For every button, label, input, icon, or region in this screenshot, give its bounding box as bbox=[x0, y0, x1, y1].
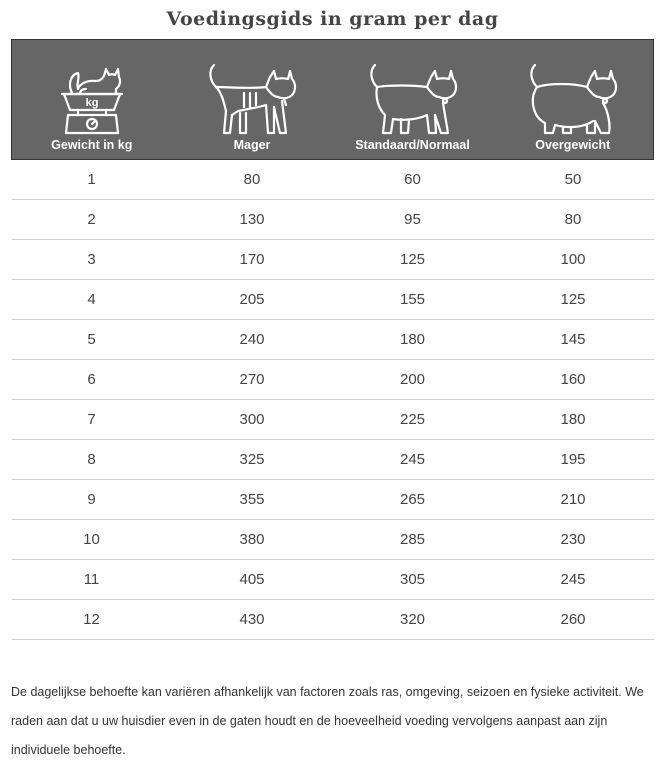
cell-lean: 240 bbox=[172, 320, 333, 360]
cell-normal: 265 bbox=[333, 480, 493, 520]
cell-normal: 285 bbox=[333, 520, 493, 560]
normal-cat-icon bbox=[365, 63, 461, 137]
cell-overweight: 100 bbox=[493, 240, 654, 280]
cell-weight: 4 bbox=[12, 280, 172, 320]
cell-overweight: 230 bbox=[493, 520, 654, 560]
cell-weight: 8 bbox=[12, 440, 172, 480]
cell-weight: 3 bbox=[12, 240, 172, 280]
cell-normal: 95 bbox=[333, 200, 493, 240]
table-body bbox=[12, 160, 654, 640]
cell-normal: 180 bbox=[333, 320, 493, 360]
cell-overweight: 50 bbox=[493, 160, 654, 200]
feeding-guide-table bbox=[11, 39, 654, 640]
header-row bbox=[12, 40, 654, 160]
cell-normal: 155 bbox=[333, 280, 493, 320]
table-row bbox=[12, 360, 654, 400]
scale-kg-label: kg bbox=[85, 97, 99, 109]
cell-normal: 305 bbox=[333, 560, 493, 600]
header-normal bbox=[333, 40, 493, 160]
feeding-note: De dagelijkse behoefte kan variëren afhankelijk van factoren zoals ras, omgeving, seizoen en fysieke activiteit. We raden aan dat u uw huisdier even in de gaten houdt en de hoeveelheid voeding vervolgens aanpast aan zijn individuele behoefte. bbox=[11, 684, 644, 757]
cell-lean: 380 bbox=[172, 520, 333, 560]
table-row bbox=[12, 480, 654, 520]
cell-lean: 325 bbox=[172, 440, 333, 480]
table-row bbox=[12, 440, 654, 480]
cell-lean: 130 bbox=[172, 200, 333, 240]
cell-weight: 12 bbox=[12, 600, 172, 640]
cell-normal: 200 bbox=[333, 360, 493, 400]
header-label-weight: Gewicht in kg bbox=[51, 138, 133, 152]
cell-overweight: 210 bbox=[493, 480, 654, 520]
table-row bbox=[12, 520, 654, 560]
header-label-overweight: Overgewicht bbox=[535, 138, 611, 152]
header-weight bbox=[12, 40, 172, 160]
cell-lean: 80 bbox=[172, 160, 333, 200]
cell-lean: 430 bbox=[172, 600, 333, 640]
cell-normal: 60 bbox=[333, 160, 493, 200]
scale-cat-icon bbox=[54, 63, 130, 137]
cell-lean: 300 bbox=[172, 400, 333, 440]
table-row bbox=[12, 280, 654, 320]
table-row bbox=[12, 320, 654, 360]
cell-normal: 225 bbox=[333, 400, 493, 440]
header-label-normal: Standaard/Normaal bbox=[355, 138, 470, 152]
table-row bbox=[12, 200, 654, 240]
cell-weight: 9 bbox=[12, 480, 172, 520]
cell-overweight: 180 bbox=[493, 400, 654, 440]
cell-weight: 10 bbox=[12, 520, 172, 560]
cell-overweight: 195 bbox=[493, 440, 654, 480]
cell-overweight: 160 bbox=[493, 360, 654, 400]
cell-lean: 405 bbox=[172, 560, 333, 600]
header-label-lean: Mager bbox=[233, 138, 271, 152]
header-lean bbox=[172, 40, 333, 160]
page-title: Voedingsgids in gram per dag bbox=[166, 8, 499, 30]
table-row bbox=[12, 560, 654, 600]
cell-normal: 320 bbox=[333, 600, 493, 640]
overweight-cat-icon bbox=[525, 63, 621, 137]
cell-normal: 125 bbox=[333, 240, 493, 280]
cell-normal: 245 bbox=[333, 440, 493, 480]
cell-overweight: 245 bbox=[493, 560, 654, 600]
cell-overweight: 260 bbox=[493, 600, 654, 640]
cell-lean: 270 bbox=[172, 360, 333, 400]
cell-overweight: 80 bbox=[493, 200, 654, 240]
cell-overweight: 145 bbox=[493, 320, 654, 360]
cell-weight: 7 bbox=[12, 400, 172, 440]
lean-cat-icon bbox=[204, 63, 300, 137]
cell-weight: 2 bbox=[12, 200, 172, 240]
table-row bbox=[12, 400, 654, 440]
cell-lean: 355 bbox=[172, 480, 333, 520]
cell-weight: 6 bbox=[12, 360, 172, 400]
cell-overweight: 125 bbox=[493, 280, 654, 320]
cell-lean: 205 bbox=[172, 280, 333, 320]
table-row bbox=[12, 600, 654, 640]
cell-weight: 5 bbox=[12, 320, 172, 360]
cell-weight: 1 bbox=[12, 160, 172, 200]
cell-lean: 170 bbox=[172, 240, 333, 280]
table-row bbox=[12, 240, 654, 280]
header-overweight bbox=[493, 40, 654, 160]
cell-weight: 11 bbox=[12, 560, 172, 600]
table-row bbox=[12, 160, 654, 200]
table-header bbox=[12, 40, 654, 160]
